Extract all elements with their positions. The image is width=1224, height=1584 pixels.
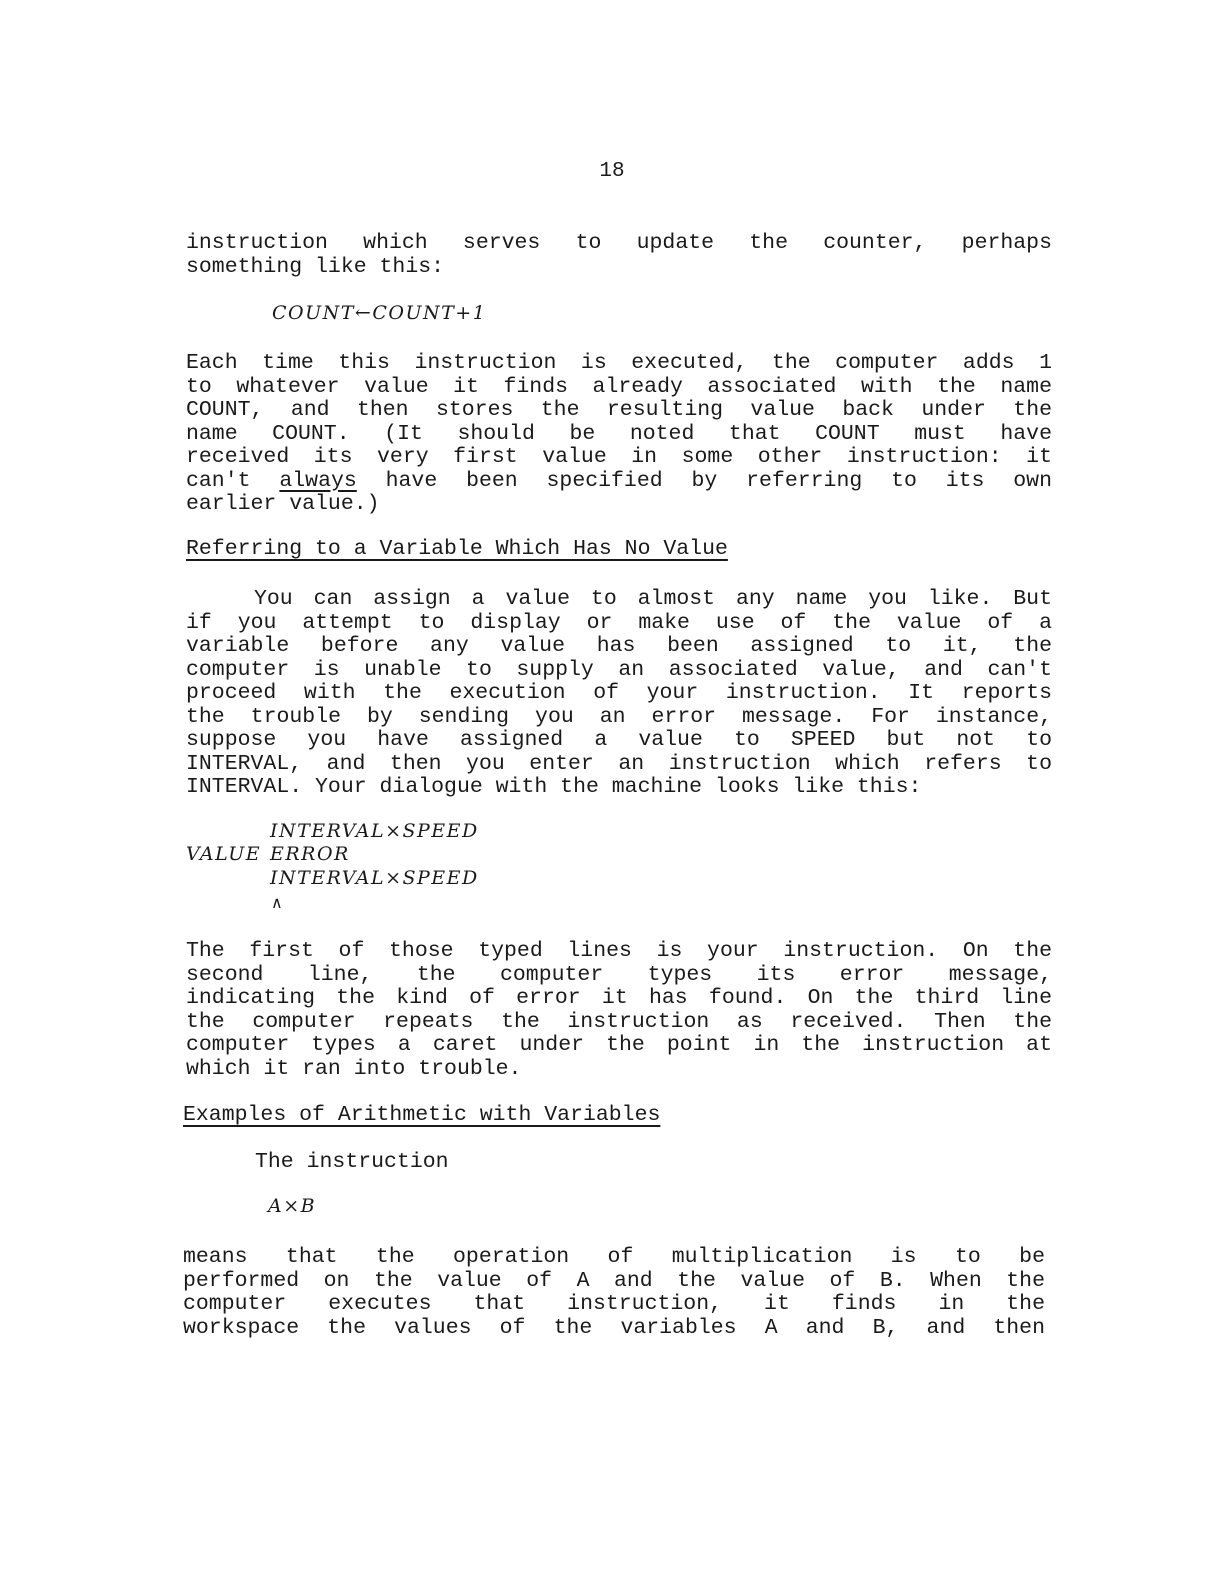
text-line: COUNT, and then stores the resulting value back under the (186, 398, 1052, 422)
code-count-update: COUNT←COUNT+1 (272, 302, 487, 324)
text-segment: have been specified by referring to its own (356, 468, 1052, 493)
text-line: performed on the value of A and the value of B. When the (183, 1268, 1045, 1293)
text-line: if you attempt to display or make use of the value of a (186, 610, 1052, 635)
paragraph-error-explanation (186, 940, 1052, 1081)
paragraph-count-explanation (186, 352, 1052, 517)
paragraph-the-instruction (255, 1151, 449, 1175)
text-line: second line, the computer types its error message, (186, 962, 1052, 987)
text-line: something like this: (186, 254, 445, 279)
text-line: variable before any value has been assigned to it, the (186, 634, 1052, 658)
section-heading-undefined-variable: Referring to a Variable Which Has No Value (186, 537, 728, 561)
emphasized-word: always (279, 468, 357, 493)
text-line: the trouble by sending you an error message. For instance, (186, 704, 1052, 729)
text-line: earlier value.) (186, 492, 380, 516)
code-multiply: A×B (268, 1195, 317, 1217)
caret-marker: ∧ (271, 893, 283, 912)
text-segment: You can assign a value to almost any name you like. But (254, 587, 1052, 611)
text-line: proceed with the execution of your instruction. It reports (186, 681, 1052, 705)
text-line: computer types a caret under the point in the instruction at (186, 1033, 1052, 1057)
text-line: received its very first value in some other instruction: it (186, 445, 1052, 469)
text-segment: can't (186, 468, 280, 493)
code-dialogue-line3: INTERVAL×SPEED (270, 867, 479, 889)
text-line: indicating the kind of error it has found. On the third line (186, 986, 1052, 1010)
text-line: suppose you have assigned a value to SPEED but not to (186, 728, 1052, 752)
text-line (186, 470, 1052, 494)
text-line: computer is unable to supply an associated value, and can't (186, 657, 1052, 682)
text-line: instruction which serves to update the counter, perhaps (186, 231, 1052, 255)
text-line: INTERVAL, and then you enter an instruction which refers to (186, 751, 1052, 776)
text-line: workspace the values of the variables A and B, and then (183, 1315, 1045, 1340)
text-line: the computer repeats the instruction as received. Then the (186, 1009, 1052, 1034)
code-dialogue-line2: ERROR (270, 843, 350, 865)
text-line: name COUNT. (It should be noted that COUNT must have (186, 421, 1052, 446)
text-line: computer executes that instruction, it finds in the (183, 1292, 1045, 1316)
section-heading-arithmetic-examples: Examples of Arithmetic with Variables (183, 1103, 661, 1127)
text-line: The instruction (255, 1150, 449, 1174)
text-line: to whatever value it finds already associated with the name (186, 374, 1052, 399)
paragraph-multiplication (183, 1246, 1045, 1340)
code-dialogue-line1: INTERVAL×SPEED (270, 820, 479, 842)
text-line (186, 588, 1052, 612)
text-line: INTERVAL. Your dialogue with the machine looks like this: (186, 775, 922, 799)
text-line: Each time this instruction is executed, the computer adds 1 (186, 351, 1052, 375)
paragraph-intro (186, 232, 1052, 279)
text-line: which it ran into trouble. (186, 1056, 522, 1081)
page-number: 18 (599, 160, 625, 183)
text-line: The first of those typed lines is your instruction. On the (186, 939, 1052, 963)
paragraph-undefined-variable (186, 588, 1052, 800)
code-dialogue-prefix: VALUE (186, 843, 262, 865)
text-line: means that the operation of multiplication is to be (183, 1245, 1045, 1269)
